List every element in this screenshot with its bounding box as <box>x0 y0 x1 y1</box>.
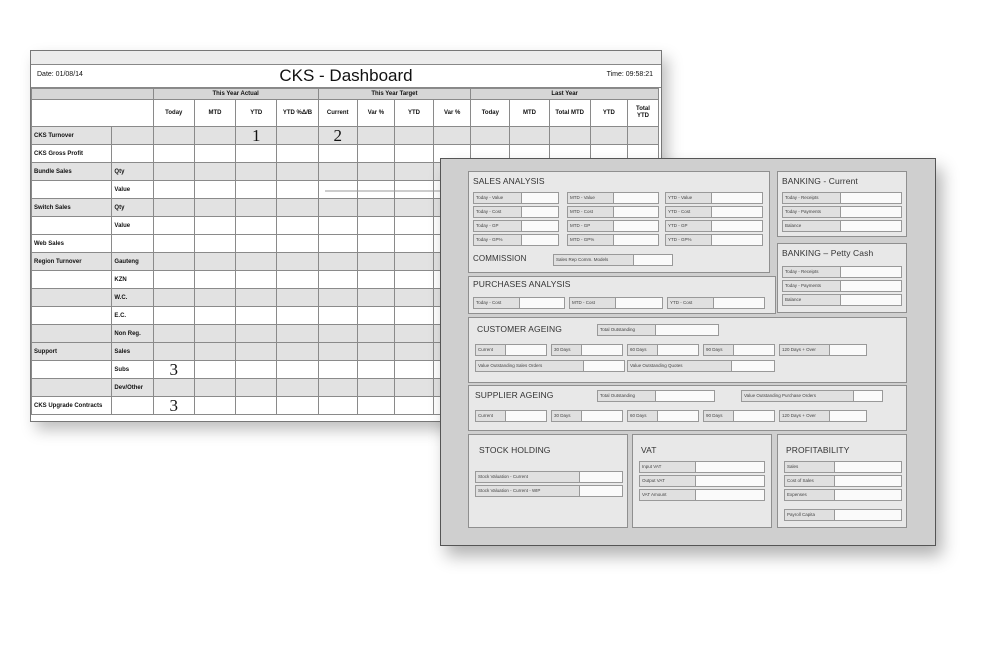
table-cell <box>236 253 277 271</box>
table-cell <box>153 253 194 271</box>
field-label: Value Outstanding Sales Orders <box>476 361 584 371</box>
table-cell <box>357 307 394 325</box>
row-sublabel <box>112 235 153 253</box>
row-label: Switch Sales <box>32 199 112 217</box>
table-cell <box>153 127 194 145</box>
table-cell <box>318 397 357 415</box>
column-header: MTD <box>510 100 549 127</box>
column-header: Current <box>318 100 357 127</box>
field <box>473 234 559 246</box>
table-cell <box>318 199 357 217</box>
analysis-sheet <box>440 158 936 546</box>
table-cell <box>236 325 277 343</box>
field-label: Balance <box>783 295 841 305</box>
field <box>779 344 867 356</box>
marker-number: 2 <box>318 127 357 145</box>
field-label: Value Outstanding Quotes <box>628 361 732 371</box>
banking-current-title: BANKING - Current <box>782 176 858 186</box>
table-cell <box>318 217 357 235</box>
table-cell <box>153 379 194 397</box>
table-cell <box>153 271 194 289</box>
row-sublabel: Subs <box>112 361 153 379</box>
table-cell <box>153 181 194 199</box>
field-label: MTD - Value <box>568 193 614 203</box>
row-label: CKS Gross Profit <box>32 145 112 163</box>
table-cell <box>194 181 235 199</box>
field-label: Balance <box>783 221 841 231</box>
field <box>475 360 625 372</box>
table-cell <box>277 289 318 307</box>
table-cell <box>549 127 590 145</box>
table-cell <box>357 361 394 379</box>
field-label: 120 Days + Over <box>780 345 830 355</box>
field-label: Today - Value <box>474 193 522 203</box>
field-label: Value Outstanding Purchase Orders <box>742 391 854 401</box>
dashboard-time: Time: 09:58:21 <box>606 71 653 78</box>
table-cell <box>194 253 235 271</box>
field-label: Today - Cost <box>474 298 520 308</box>
table-cell <box>394 217 433 235</box>
column-header: YTD <box>590 100 627 127</box>
field-label: 60 Days <box>628 345 658 355</box>
field-label: 30 Days <box>552 411 582 421</box>
column-header: Total MTD <box>549 100 590 127</box>
field-label: YTD - Cost <box>666 207 712 217</box>
table-cell <box>277 379 318 397</box>
column-header-row <box>32 100 659 127</box>
table-cell <box>357 253 394 271</box>
column-header: YTD <box>394 100 433 127</box>
field-label: Payroll Capita <box>785 510 835 520</box>
field-label: MTD - GP% <box>568 235 614 245</box>
profitability-title: PROFITABILITY <box>786 445 850 455</box>
table-cell <box>357 343 394 361</box>
table-cell <box>277 343 318 361</box>
table-cell <box>394 235 433 253</box>
field <box>567 206 659 218</box>
table-cell <box>277 199 318 217</box>
table-cell <box>236 235 277 253</box>
table-cell <box>277 397 318 415</box>
row-sublabel: Qty <box>112 199 153 217</box>
table-cell <box>357 199 394 217</box>
table-cell <box>277 307 318 325</box>
row-label <box>32 271 112 289</box>
field-label: Current <box>476 345 506 355</box>
table-cell <box>194 199 235 217</box>
row-label: CKS Turnover <box>32 127 112 145</box>
field <box>639 461 765 473</box>
column-header: MTD <box>194 100 235 127</box>
marker-number: 1 <box>236 127 277 145</box>
commission-title: COMMISSION <box>473 254 527 263</box>
row-sublabel <box>112 397 153 415</box>
column-header: YTD <box>236 100 277 127</box>
profitability-panel <box>777 434 907 528</box>
column-header: Var % <box>357 100 394 127</box>
field <box>473 297 565 309</box>
field-label: 120 Days + Over <box>780 411 830 421</box>
group-header-row <box>32 89 659 100</box>
field-label: 90 Days <box>704 345 734 355</box>
field <box>627 410 699 422</box>
row-label <box>32 379 112 397</box>
purchases-analysis-panel <box>468 276 776 314</box>
table-cell <box>394 199 433 217</box>
table-cell <box>194 289 235 307</box>
row-label: Bundle Sales <box>32 163 112 181</box>
banking-current-panel <box>777 171 907 237</box>
table-cell <box>236 379 277 397</box>
table-cell <box>277 235 318 253</box>
field-label: 90 Days <box>704 411 734 421</box>
banking-petty-cash-panel <box>777 243 907 313</box>
table-cell <box>318 343 357 361</box>
field-label: Today - GP <box>474 221 522 231</box>
field-label: Today - Cost <box>474 207 522 217</box>
table-cell <box>357 145 394 163</box>
dashboard-titlebar <box>31 65 661 88</box>
row-sublabel: Value <box>112 217 153 235</box>
row-label <box>32 361 112 379</box>
row-label <box>32 181 112 199</box>
table-cell <box>318 271 357 289</box>
field-label: Today - Receipts <box>783 267 841 277</box>
customer-ageing-title: CUSTOMER AGEING <box>477 324 562 334</box>
table-cell <box>277 181 318 199</box>
table-cell <box>153 217 194 235</box>
table-cell <box>394 325 433 343</box>
field-label: Total Outstanding <box>598 391 656 401</box>
table-cell <box>394 379 433 397</box>
field <box>597 324 719 336</box>
table-cell <box>153 235 194 253</box>
field-label: Input VAT <box>640 462 696 472</box>
field-label: Sales Rep Comm. Models <box>554 255 634 265</box>
field <box>639 489 765 501</box>
field-label: MTD - Cost <box>568 207 614 217</box>
table-cell <box>236 271 277 289</box>
vat-title: VAT <box>641 445 657 455</box>
table-cell <box>236 163 277 181</box>
field <box>665 192 763 204</box>
supplier-ageing-title: SUPPLIER AGEING <box>475 390 554 400</box>
table-cell <box>153 343 194 361</box>
row-label: Support <box>32 343 112 361</box>
table-cell <box>277 145 318 163</box>
field-label: Today - Payments <box>783 207 841 217</box>
field-label: Cost of Sales <box>785 476 835 486</box>
table-cell <box>153 145 194 163</box>
dashboard-date: Date: 01/08/14 <box>37 71 83 78</box>
table-cell <box>318 235 357 253</box>
table-cell <box>194 325 235 343</box>
field <box>703 344 775 356</box>
field <box>597 390 715 402</box>
field-label: Total Outstanding <box>598 325 656 335</box>
table-cell <box>394 271 433 289</box>
field <box>667 297 765 309</box>
field <box>784 509 902 521</box>
field <box>782 266 902 278</box>
table-cell <box>194 145 235 163</box>
customer-ageing-panel <box>468 317 907 383</box>
banking-petty-cash-title: BANKING – Petty Cash <box>782 248 874 258</box>
table-cell <box>277 127 318 145</box>
field-label: Today - Receipts <box>783 193 841 203</box>
table-cell <box>153 289 194 307</box>
table-cell <box>394 289 433 307</box>
table-cell <box>357 217 394 235</box>
table-cell <box>153 307 194 325</box>
row-label <box>32 217 112 235</box>
field <box>782 280 902 292</box>
table-cell <box>318 307 357 325</box>
table-cell <box>236 217 277 235</box>
table-cell <box>194 343 235 361</box>
table-cell <box>357 379 394 397</box>
field-label: VAT Amount <box>640 490 696 500</box>
field <box>665 234 763 246</box>
table-cell <box>194 271 235 289</box>
row-label: CKS Upgrade Contracts <box>32 397 112 415</box>
field <box>473 192 559 204</box>
field <box>473 206 559 218</box>
field-label: MTD - GP <box>568 221 614 231</box>
field-label: Stock Valuation - Current <box>476 472 580 482</box>
field-label: Expenses <box>785 490 835 500</box>
field <box>784 489 902 501</box>
field <box>475 344 547 356</box>
table-cell <box>194 397 235 415</box>
field <box>627 344 699 356</box>
table-cell <box>394 361 433 379</box>
table-cell <box>357 397 394 415</box>
field <box>473 220 559 232</box>
row-sublabel: Value <box>112 181 153 199</box>
table-cell <box>434 127 471 145</box>
table-cell <box>318 361 357 379</box>
table-cell <box>236 289 277 307</box>
field <box>784 461 902 473</box>
column-header: Var % <box>434 100 471 127</box>
table-cell <box>590 127 627 145</box>
field-label: Output VAT <box>640 476 696 486</box>
vat-panel <box>632 434 772 528</box>
table-cell <box>627 127 658 145</box>
table-cell <box>236 181 277 199</box>
stock-holding-panel <box>468 434 628 528</box>
purchases-analysis-title: PURCHASES ANALYSIS <box>473 279 571 289</box>
row-sublabel: Non Reg. <box>112 325 153 343</box>
table-cell <box>394 145 433 163</box>
field <box>553 254 673 266</box>
marker-number: 3 <box>153 361 194 379</box>
row-label <box>32 325 112 343</box>
table-cell <box>277 253 318 271</box>
dashboard-title: CKS - Dashboard <box>279 66 413 85</box>
table-cell <box>394 343 433 361</box>
table-cell <box>357 127 394 145</box>
table-cell <box>277 163 318 181</box>
table-cell <box>394 163 433 181</box>
group-header-blank <box>32 89 154 100</box>
field <box>475 410 547 422</box>
table-cell <box>236 397 277 415</box>
field-label: Today - Payments <box>783 281 841 291</box>
table-cell <box>277 217 318 235</box>
marker-number: 3 <box>153 397 194 415</box>
table-cell <box>194 235 235 253</box>
sheet-top-strip <box>31 51 661 65</box>
supplier-ageing-panel <box>468 385 907 431</box>
field-label: YTD - GP% <box>666 235 712 245</box>
table-cell <box>236 199 277 217</box>
table-cell <box>236 361 277 379</box>
column-header: YTD %Δ/B <box>277 100 318 127</box>
field-label: Stock Valuation - Current - WIP <box>476 486 580 496</box>
group-last-year: Last Year <box>471 89 659 100</box>
row-label <box>32 289 112 307</box>
row-label: Region Turnover <box>32 253 112 271</box>
table-cell <box>471 127 510 145</box>
field <box>475 471 623 483</box>
table-cell <box>357 271 394 289</box>
table-cell <box>236 145 277 163</box>
table-cell <box>194 217 235 235</box>
field <box>569 297 663 309</box>
field <box>475 485 623 497</box>
stock-holding-title: STOCK HOLDING <box>479 445 551 455</box>
row-label <box>32 307 112 325</box>
table-cell <box>318 289 357 307</box>
table-cell <box>318 163 357 181</box>
row-sublabel: Dev/Other <box>112 379 153 397</box>
field <box>665 206 763 218</box>
field-label: 30 Days <box>552 345 582 355</box>
table-cell <box>194 163 235 181</box>
field-label: 60 Days <box>628 411 658 421</box>
field <box>639 475 765 487</box>
column-header: Total YTD <box>627 100 658 127</box>
field <box>784 475 902 487</box>
row-sublabel: Qty <box>112 163 153 181</box>
column-header: Today <box>471 100 510 127</box>
field <box>551 344 623 356</box>
table-cell <box>194 307 235 325</box>
table-cell <box>318 253 357 271</box>
table-cell <box>153 163 194 181</box>
group-this-year-actual: This Year Actual <box>153 89 318 100</box>
field-label: YTD - Value <box>666 193 712 203</box>
table-cell <box>277 325 318 343</box>
table-cell <box>153 199 194 217</box>
table-cell <box>277 271 318 289</box>
column-header-blank <box>32 100 154 127</box>
row-sublabel: Sales <box>112 343 153 361</box>
table-cell <box>194 379 235 397</box>
table-cell <box>510 127 549 145</box>
sales-analysis-panel <box>468 171 770 273</box>
field <box>703 410 775 422</box>
sales-analysis-title: SALES ANALYSIS <box>473 176 545 186</box>
table-cell <box>394 397 433 415</box>
table-cell <box>357 325 394 343</box>
table-cell <box>394 253 433 271</box>
table-row <box>32 127 659 145</box>
field <box>782 192 902 204</box>
table-cell <box>236 307 277 325</box>
row-sublabel: KZN <box>112 271 153 289</box>
table-cell <box>277 361 318 379</box>
table-cell <box>194 361 235 379</box>
table-cell <box>357 235 394 253</box>
table-cell <box>318 325 357 343</box>
field-label: YTD - GP <box>666 221 712 231</box>
row-sublabel: W.C. <box>112 289 153 307</box>
field <box>551 410 623 422</box>
field <box>741 390 883 402</box>
field <box>779 410 867 422</box>
field-label: Today - GP% <box>474 235 522 245</box>
table-cell <box>394 307 433 325</box>
table-cell <box>236 343 277 361</box>
field <box>782 294 902 306</box>
field <box>665 220 763 232</box>
group-this-year-target: This Year Target <box>318 89 471 100</box>
field <box>627 360 775 372</box>
table-cell <box>357 163 394 181</box>
row-sublabel <box>112 127 153 145</box>
row-label: Web Sales <box>32 235 112 253</box>
row-sublabel: E.C. <box>112 307 153 325</box>
column-header: Today <box>153 100 194 127</box>
row-sublabel: Gauteng <box>112 253 153 271</box>
table-cell <box>357 289 394 307</box>
field <box>782 206 902 218</box>
field-label: Current <box>476 411 506 421</box>
field <box>567 220 659 232</box>
field-label: MTD - Cost <box>570 298 616 308</box>
field-label: Sales <box>785 462 835 472</box>
table-cell <box>394 127 433 145</box>
field <box>567 192 659 204</box>
table-cell <box>318 379 357 397</box>
field-label: YTD - Cost <box>668 298 714 308</box>
field <box>782 220 902 232</box>
field <box>567 234 659 246</box>
row-sublabel <box>112 145 153 163</box>
table-cell <box>153 325 194 343</box>
table-cell <box>194 127 235 145</box>
table-cell <box>318 145 357 163</box>
